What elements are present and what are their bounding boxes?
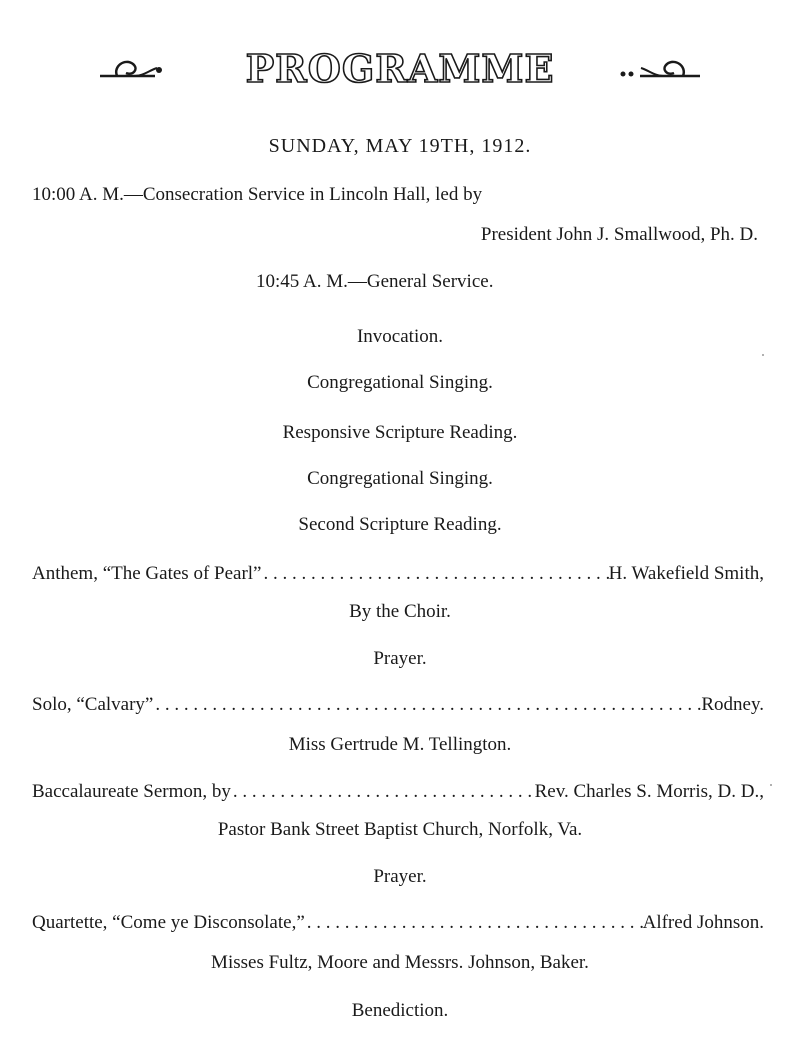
consecration-line: 10:00 A. M.—Consecration Service in Lincoln Hall, led by	[32, 184, 483, 205]
solo-row	[32, 693, 764, 717]
consecration-leader: President John J. Smallwood, Ph. D.	[480, 224, 758, 245]
quartette-performers: Misses Fultz, Moore and Messrs. Johnson, Baker.	[211, 952, 589, 973]
scan-speck	[770, 784, 772, 786]
service-date: SUNDAY, MAY 19TH, 1912.	[268, 135, 532, 157]
quartette-composer: Alfred Johnson.	[642, 912, 764, 933]
page-title: PROGRAMME	[245, 46, 555, 91]
solo-title: Solo, “Calvary”	[32, 694, 154, 715]
dot-leader	[305, 911, 643, 935]
dot-leader	[231, 780, 535, 804]
anthem-performer: By the Choir.	[349, 601, 451, 622]
sermon-row	[32, 780, 764, 804]
invocation: Invocation.	[356, 326, 443, 347]
anthem-row	[32, 562, 764, 586]
sermon-preacher: Rev. Charles S. Morris, D. D.,	[534, 781, 764, 802]
solo-composer: Rodney.	[701, 694, 764, 715]
anthem-title: Anthem, “The Gates of Pearl”	[32, 563, 262, 584]
sermon-church: Pastor Bank Street Baptist Church, Norfolk, Va.	[217, 819, 583, 840]
congregational-singing-2: Congregational Singing.	[307, 468, 493, 489]
dot-leader	[153, 693, 701, 717]
sermon-title: Baccalaureate Sermon, by	[32, 781, 231, 802]
benediction: Benediction.	[351, 1000, 449, 1021]
congregational-singing-1: Congregational Singing.	[307, 372, 493, 393]
prayer-2: Prayer.	[373, 866, 427, 887]
solo-performer: Miss Gertrude M. Tellington.	[288, 734, 512, 755]
responsive-reading: Responsive Scripture Reading.	[282, 422, 518, 443]
quartette-row	[32, 911, 764, 935]
anthem-composer: H. Wakefield Smith,	[608, 563, 764, 584]
quartette-title: Quartette, “Come ye Disconsolate,”	[32, 912, 305, 933]
prayer-1: Prayer.	[373, 648, 427, 669]
general-service-line: 10:45 A. M.—General Service.	[256, 271, 494, 292]
scan-speck	[762, 354, 764, 356]
second-scripture-reading: Second Scripture Reading.	[298, 514, 502, 535]
dot-leader	[262, 562, 609, 586]
